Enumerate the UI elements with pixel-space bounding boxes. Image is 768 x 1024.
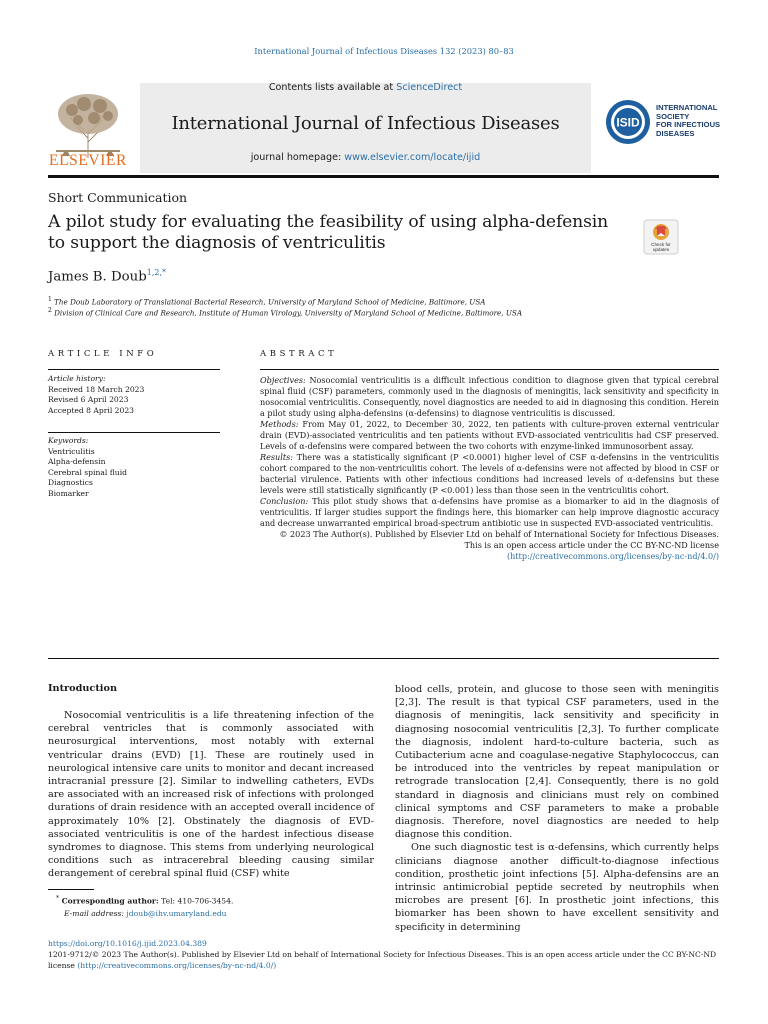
bottom-license-link[interactable]: (http://creativecommons.org/licenses/by-nc-nd/4.0/) (77, 961, 277, 971)
history-accepted: Accepted 8 April 2023 (48, 405, 134, 415)
keyword: Biomarker (48, 488, 89, 498)
keyword: Alpha-defensin (48, 457, 106, 466)
isid-society-logo (604, 98, 722, 146)
homepage-prefix: journal homepage: (250, 152, 345, 163)
abstract-heading: ABSTRACT (260, 349, 338, 359)
keyword: Cerebral spinal fluid (48, 467, 127, 477)
keywords-rule (48, 432, 220, 433)
abstract-license-link[interactable]: (http://creativecommons.org/licenses/by-nc-nd/4.0/) (506, 551, 719, 561)
author-email-link[interactable]: jdoub@ihv.umaryland.edu (126, 908, 227, 918)
isid-line2: SOCIETY (656, 111, 690, 121)
intro-right-paragraph-1: blood cells, protein, and glucose to those seen with meningitis [2,3]. The result is that typical CSF parameters, used in the diagnosis of meningitis, lack sensitivity and specificity in diagnosing nosocomial ventriculitis [2,3]. To further complicate the diagnosis, indolent hard-to-culture bacteria, such as Cutibacterium acne and coagulase-negative Staphylococcus, can be introduced into the ventricles by repeat manipulation or retrograde translocation [2,4]. Consequently, there is no gold standard in diagnosis and clinicians must rely on combined clinical symptoms and CSF parameters to make a probable diagnosis. Therefore, novel diagnostics are needed to help diagnose this condition. (395, 684, 719, 841)
intro-right-column (395, 683, 719, 934)
abstract-license: This is an open access article under the CC BY-NC-ND license (464, 540, 719, 550)
svg-text:Check for: Check for (651, 242, 671, 247)
abstract-conclusion: Conclusion: This pilot study shows that α-defensins have promise as a biomarker to aid in the diagnosis of ventriculitis. If larger studies support the findings here, this biomarker can help improve diagnostic accuracy and decrease unwarranted empirical broad-spectrum antibiotic use in suspected EVD-associated ventriculitis. (260, 496, 719, 528)
header-rule (48, 175, 719, 178)
author-line (48, 268, 166, 284)
abstract-body (260, 375, 719, 562)
doi-link[interactable]: https://doi.org/10.1016/j.ijid.2023.04.389 (48, 939, 207, 948)
corresponding-footnote: * Corresponding author: Tel: 410-706-3454. E-mail address: jdoub@ihv.umaryland.edu (56, 895, 234, 918)
article-info-heading: ARTICLE INFO (48, 349, 158, 359)
journal-citation-link[interactable]: International Journal of Infectious Diseases 132 (2023) 80–83 (254, 46, 514, 56)
corresponding-label: Corresponding author: (61, 896, 159, 906)
email-label: E-mail address: (64, 908, 124, 918)
history-label: Article history: (48, 374, 106, 383)
bottom-license-prefix: license (48, 961, 78, 971)
isid-line1: INTERNATIONAL (656, 103, 718, 112)
footnote-rule (48, 889, 94, 890)
abstract-methods: Methods: From May 01, 2022, to December 30, 2022, ten patients with culture-proven external ventricular drain (EVD)-associated ventriculitis and ten patients without EVD-associated ventriculitis had CSF preserved. Levels of α-defensins were compared between the two cohorts with enzyme-linked immunosorbent assay. (260, 419, 719, 451)
keyword: Ventriculitis (48, 446, 95, 456)
article-type: Short Communication (48, 190, 188, 205)
isid-circle-icon (604, 98, 652, 146)
history-received: Received 18 March 2023 (48, 384, 145, 394)
author-affil-marks[interactable]: 1,2,* (146, 268, 167, 277)
abstract-rule (260, 369, 719, 370)
check-updates-icon (643, 219, 679, 255)
abstract-results: Results: There was a statistically significant (P <0.0001) higher level of CSF α-defensins in the ventriculitis cohort compared to the non-ventriculitis cohort. The levels of α-defensins were not affected by blood in CSF or bacterial virulence. Patients with other infectious conditions had increased levels of α-defensins but these levels were still statistically significantly (P <0.001) less than those seen in the ventriculitis cohort. (260, 452, 719, 495)
history-revised: Revised 6 April 2023 (48, 395, 129, 404)
abstract-objectives: Objectives: Nosocomial ventriculitis is a difficult infectious condition to diagnose given that typical cerebral spinal fluid (CSF) parameters, commonly used in the diagnosis of meningitis, lack sensitivity and specificity in nosocomial ventriculitis. Consequently, novel diagnostics are needed to aid in diagnosing this condition. Herein a pilot study using alpha-defensins (α-defensins) to diagnose ventriculitis is discussed. (260, 375, 719, 418)
isid-line4: DISEASES (656, 128, 695, 138)
elsevier-wordmark: ELSEVIER (49, 152, 127, 169)
article-history (48, 374, 220, 416)
sciencedirect-link[interactable]: ScienceDirect (396, 82, 463, 93)
journal-homepage-line (140, 152, 591, 163)
journal-title: International Journal of Infectious Diseases (171, 113, 560, 134)
article-info-rule (48, 369, 220, 370)
bottom-metadata (48, 938, 719, 972)
isid-line3: FOR INFECTIOUS (656, 120, 721, 130)
intro-right-paragraph-2: One such diagnostic test is α-defensins, which currently helps clinicians diagnose another difficult-to-diagnose infectious condition, prosthetic joint infections [5]. Alpha-defensins are an intrinsic antimicrobial peptide secreted by neutrophils when microbes are present [6]. In prosthetic joint infections, this biomarker has been shown to have excellent sensitivity and specificity in determining (395, 842, 719, 933)
intro-left-paragraph: Nosocomial ventriculitis is a life threatening infection of the cerebral ventricles that is commonly associated with neurosurgical interventions, most notably with external ventricular drains (EVD) [1]. These are routinely used in neurological intensive care units to monitor and decant increased intracranial pressure [2]. Similar to indwelling catheters, EVDs are associated with an increased risk of infections with prolonged durations of drain residence with an accepted overall incidence of approximately 10% [2]. Obstinately the diagnosis of EVD-associated ventriculitis is one of the hardest infectious disease syndromes to diagnose. This stems from underlying neurological conditions such as intracerebral bleeding causing similar derangement of cerebral spinal fluid (CSF) white (48, 710, 374, 880)
affiliation-2: $^2$ Division of Clinical Care and Research, Institute of Human Virology, University of Maryland School of Medicine, Baltimore, USA (48, 307, 523, 318)
svg-text:updates: updates (652, 247, 670, 252)
contents-line (140, 83, 591, 93)
keywords-label: Keywords: (48, 436, 89, 445)
keywords-block (48, 436, 220, 499)
affiliation-1: $^1$ The Doub Laboratory of Translational Bacterial Research, University of Maryland School of Medicine, Baltimore, USA (48, 296, 486, 307)
article-title: A pilot study for evaluating the feasibility of using alpha-defensin to support the diagnosis of ventriculitis (48, 212, 609, 253)
contents-prefix: Contents lists available at (268, 82, 397, 93)
keyword: Diagnostics (48, 478, 93, 487)
author-name[interactable]: James B. Doub (48, 269, 147, 285)
intro-left-column (48, 709, 374, 881)
abstract-bottom-rule (48, 658, 719, 659)
bottom-copyright: 1201-9712/© 2023 The Author(s). Published by Elsevier Ltd on behalf of International Society for Infectious Diseases. This is an open access article under the CC BY-NC-ND (48, 950, 717, 960)
introduction-heading: Introduction (48, 683, 117, 694)
check-for-updates-button[interactable] (643, 219, 679, 255)
abstract-copyright: © 2023 The Author(s). Published by Elsevier Ltd on behalf of International Society for Infectious Diseases. (279, 529, 719, 539)
journal-homepage-link[interactable]: www.elsevier.com/locate/ijid (344, 152, 481, 163)
corresponding-phone: Tel: 410-706-3454. (161, 896, 234, 906)
isid-mark: ISID (616, 115, 640, 130)
